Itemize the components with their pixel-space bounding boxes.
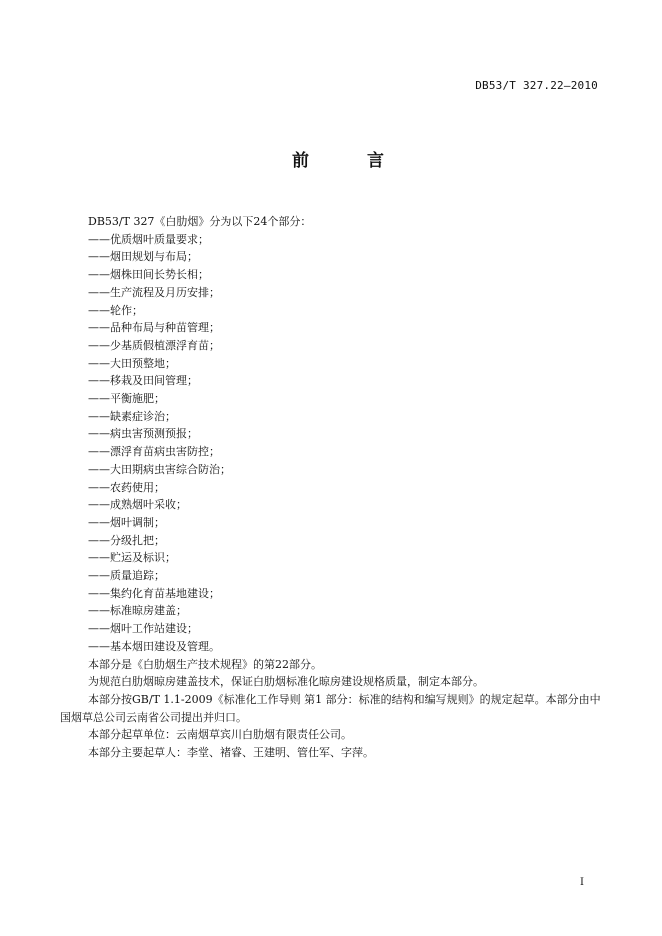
drafting-rule-paragraph: 本部分按GB/T 1.1-2009《标准化工作导则 第1 部分：标准的结构和编写规则》的规定起草。本部分由中国烟草总公司云南省公司提出并归口。	[60, 692, 601, 724]
list-item: ——移栽及田间管理；	[88, 374, 198, 388]
list-item: ——基本烟田建设及管理。	[88, 639, 220, 653]
list-item: ——病虫害预测预报；	[88, 427, 198, 441]
list-item: ——农药使用；	[88, 480, 165, 494]
document-code: DB53/T 327.22—2010	[475, 79, 598, 92]
list-item: ——大田预整地；	[88, 356, 176, 370]
list-item: ——烟叶调制；	[88, 515, 165, 529]
parts-list	[60, 231, 602, 656]
list-item: ——烟田规划与布局；	[88, 250, 198, 264]
list-item: ——优质烟叶质量要求；	[88, 232, 209, 246]
drafters-paragraph: 本部分主要起草人：李堂、褚睿、王建明、管仕军、字萍。	[88, 746, 374, 760]
list-item: ——品种布局与种苗管理；	[88, 321, 220, 335]
list-item: ——缺素症诊治；	[88, 409, 176, 423]
purpose-paragraph: 为规范白肋烟晾房建盖技术，保证白肋烟标准化晾房建设规格质量，制定本部分。	[88, 675, 484, 689]
list-item: ——成熟烟叶采收；	[88, 498, 187, 512]
list-item: ——贮运及标识；	[88, 551, 176, 565]
intro-line: DB53/T 327《白肋烟》分为以下24个部分：	[88, 215, 312, 228]
list-item: ——少基质假植漂浮育苗；	[88, 338, 220, 352]
list-item: ——生产流程及月历安排；	[88, 285, 220, 299]
drafting-unit-paragraph: 本部分起草单位：云南烟草宾川白肋烟有限责任公司。	[88, 728, 352, 742]
list-item: ——质量追踪；	[88, 569, 165, 583]
list-item: ——烟叶工作站建设；	[88, 622, 198, 636]
part-of-paragraph: 本部分是《白肋烟生产技术规程》的第22部分。	[88, 657, 322, 671]
foreword-body	[60, 213, 602, 762]
page-title: 前 言	[292, 151, 410, 171]
list-item: ——标准晾房建盖；	[88, 604, 187, 618]
list-item: ——分级扎把；	[88, 533, 165, 547]
page-number: I	[580, 877, 584, 888]
list-item: ——漂浮育苗病虫害防控；	[88, 445, 220, 459]
list-item: ——大田期病虫害综合防治；	[88, 462, 231, 476]
list-item: ——烟株田间长势长相；	[88, 268, 209, 282]
list-item: ——平衡施肥；	[88, 392, 165, 406]
list-item: ——集约化育苗基地建设；	[88, 586, 220, 600]
list-item: ——轮作；	[88, 303, 143, 317]
